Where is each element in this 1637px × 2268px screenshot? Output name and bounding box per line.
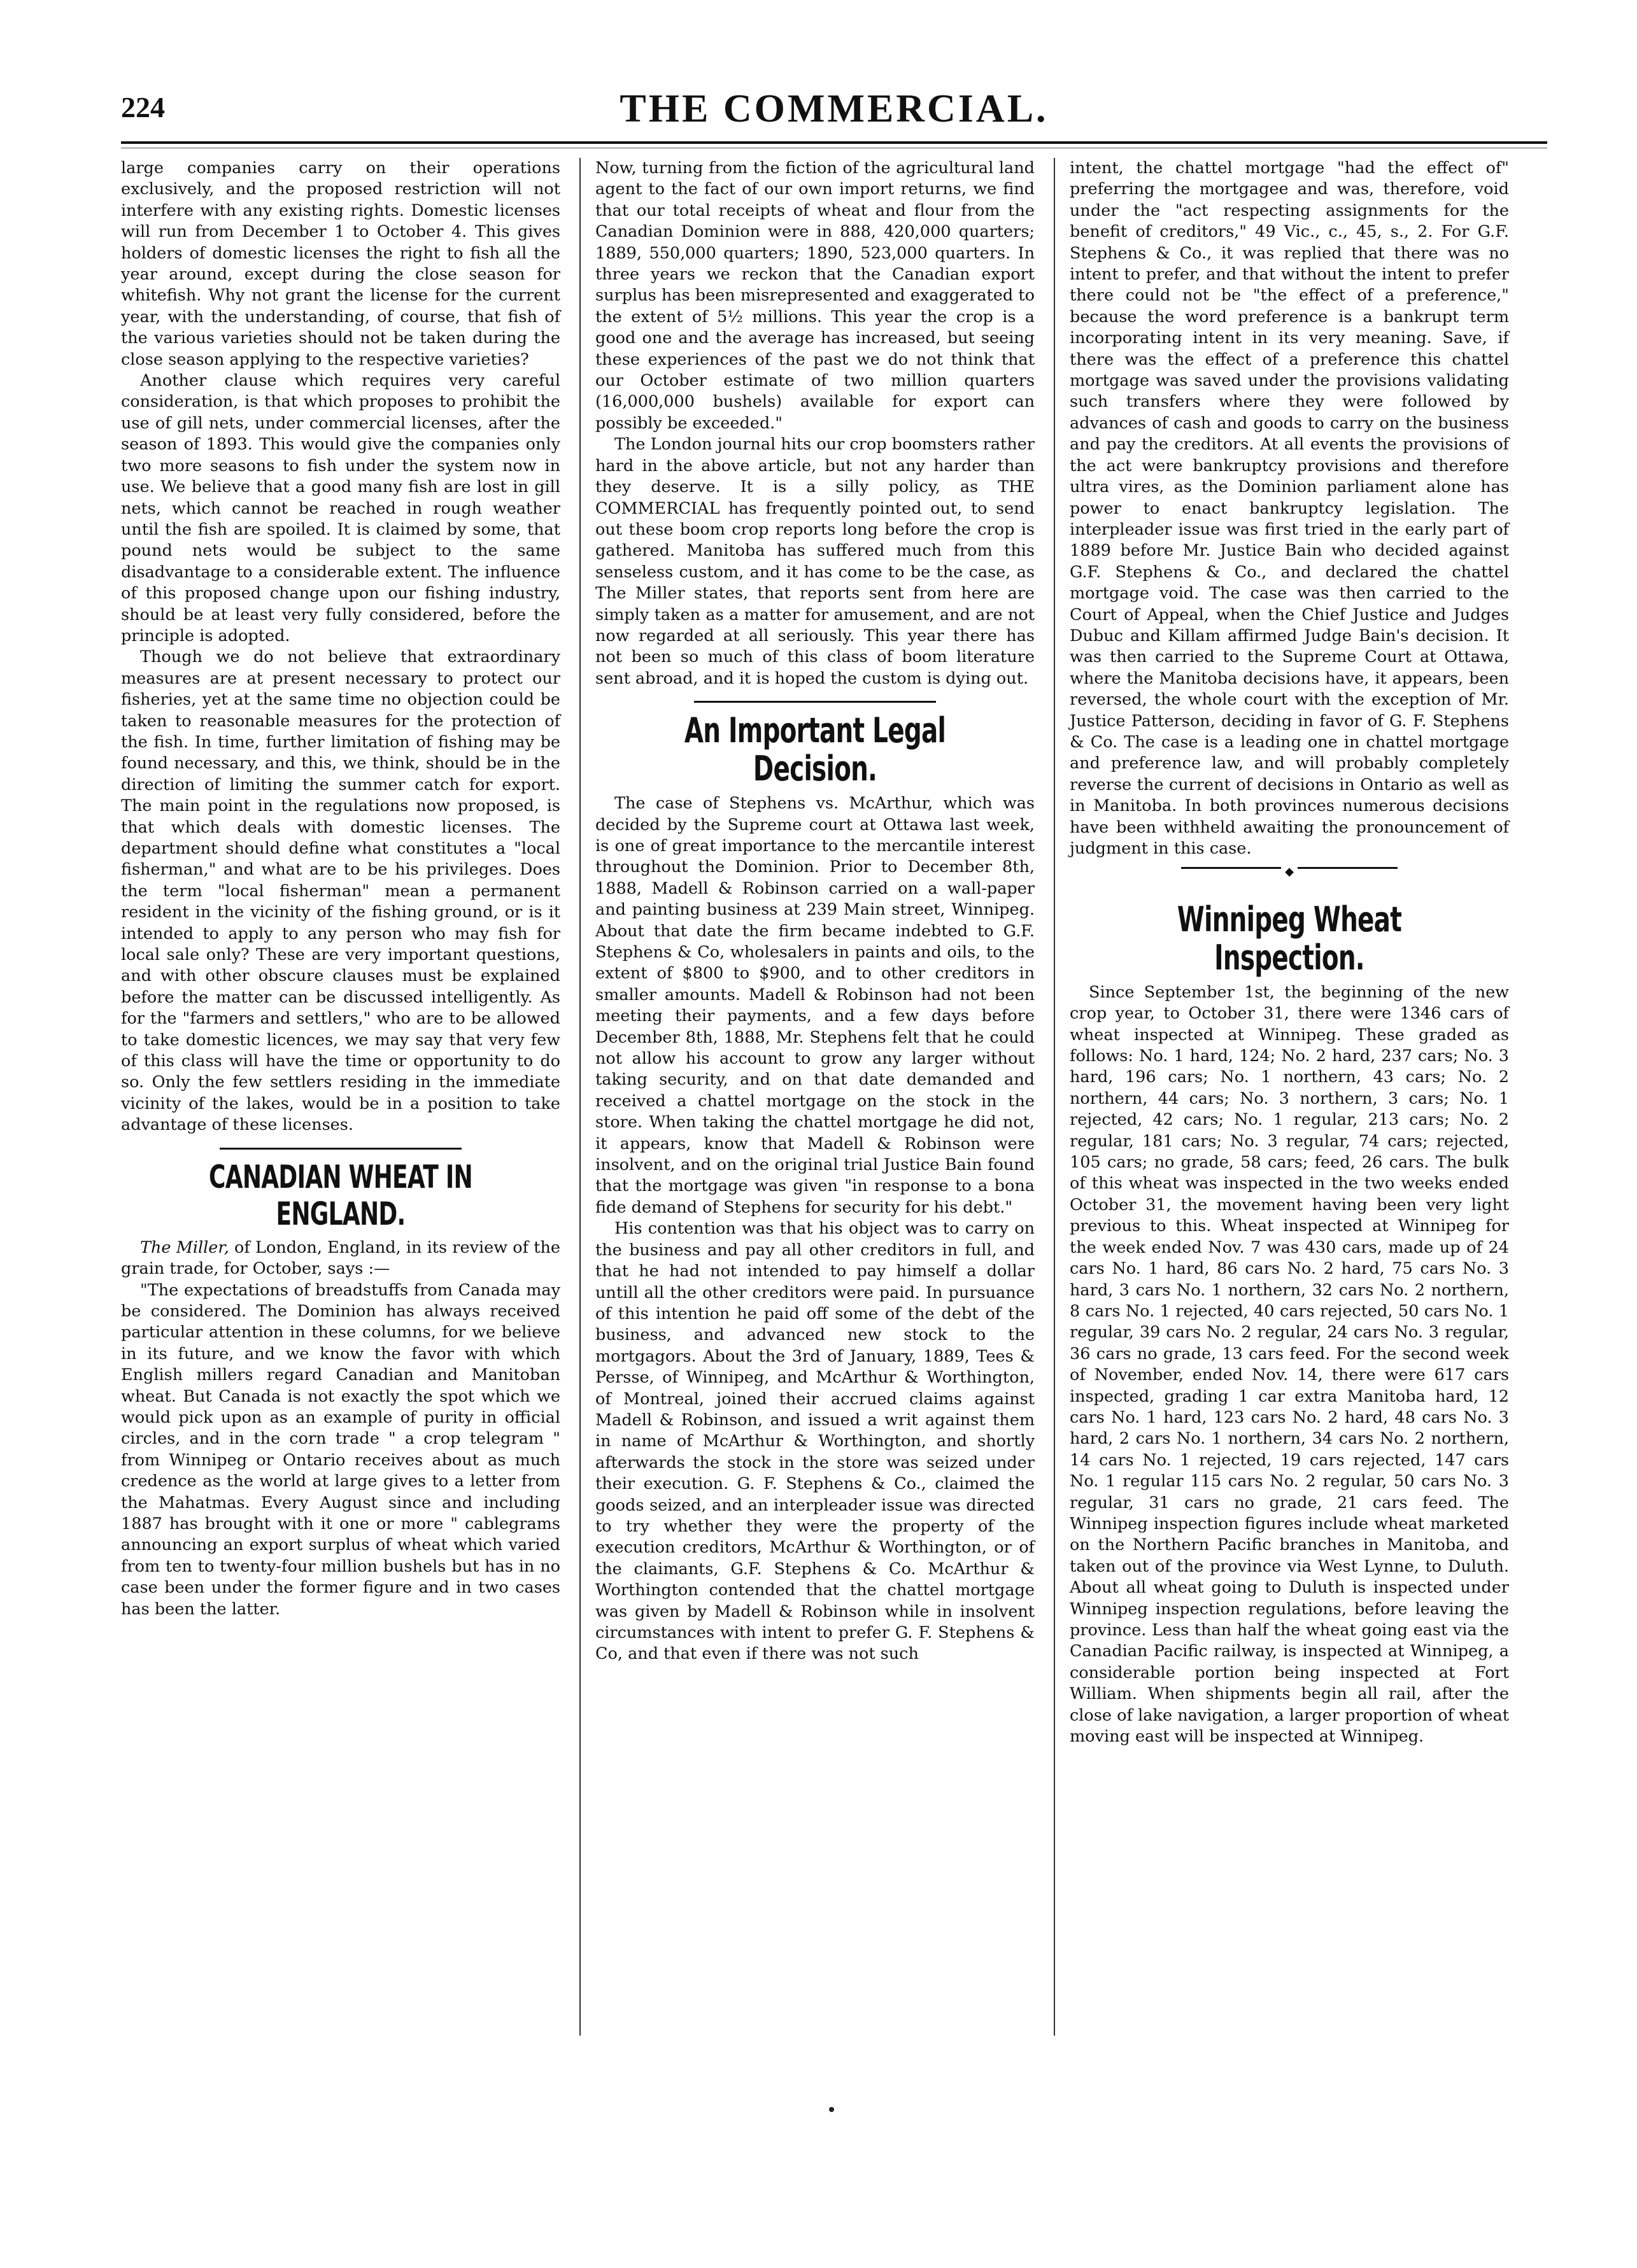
publication-name: The Miller, (140, 1237, 229, 1257)
paragraph: intent, the chattel mortgage "had the effect of" preferring the mortgagee and was, therefore, void under the "act respecting assignments for the benefit of creditors," 49 Vic., c., 45, s., 2. For G.F. Stephens & Co., it was replied that there was no intent to prefer, and that without the intent to prefer there could not be "the effect of a preference," because the word preference is a bankrupt term incorporating intent in its very meaning. Save, if there was the effect of a preference this chattel mortgage was saved under the provisions validating such transfers where they were followed by advances of cash and goods to carry on the business and pay the creditors. At all events the provisions of the act were bankruptcy provisions and therefore ultra vires, as the Dominion parliament alone has power to enact bankruptcy legislation. The interpleader issue was first tried in the early part of 1889 before Mr. Justice Bain who decided against G.F. Stephens & Co., and declared the chattel mortgage void. The case was then carried to the Court of Appeal, when the Chief Justice and Judges Dubuc and Killam affirmed Judge Bain's decision. It was then carried to the Supreme Court at Ottawa, where the Manitoba decisions have, it appears, been reversed, the whole court with the exception of Mr. Justice Patterson, deciding in favor of G. F. Stephens & Co. The case is a leading one in chattel mortgage and preference law, and will probably completely reverse the current of decisions in Ontario as well as in Manitoba. In both provinces numerous decisions have been withheld awaiting the pronouncement of judgment in this case. (1070, 158, 1509, 858)
ornament-rule (1181, 867, 1398, 891)
section-rule (220, 1148, 462, 1150)
column-divider (579, 158, 581, 2036)
paragraph: Since September 1st, the beginning of the new crop year, to October 31, there were 1346 cars of wheat inspected at Winnipeg. These graded as follows: No. 1 hard, 124; No. 2 hard, 237 cars; No. 3 hard, 196 cars; No. 1 northern, 43 cars; No. 2 northern, 44 cars; No. 3 northern, 3 cars; No. 1 rejected, 42 cars; No. 1 regular, 213 cars; No. 2 regular, 181 cars; No. 3 regular, 74 cars; rejected, 105 cars; no grade, 58 cars; feed, 26 cars. The bulk of this wheat was inspected in the two weeks ended October 31, the movement having been very light previous to this. Wheat inspected at Winnipeg for the week ended Nov. 7 was 430 cars, made up of 24 cars No. 1 hard, 86 cars No. 2 hard, 75 cars No. 3 hard, 3 cars No. 1 northern, 32 cars No. 2 northern, 8 cars No. 1 rejected, 40 cars rejected, 50 cars No. 1 regular, 39 cars No. 2 regular, 24 cars No. 3 regular, 36 cars no grade, 13 cars feed. For the second week of November, ended Nov. 14, there were 617 cars inspected, grading 1 car extra Manitoba hard, 12 cars No. 1 hard, 123 cars No. 2 hard, 48 cars No. 3 hard, 2 cars No. 1 northern, 34 cars No. 2 northern, 14 cars No. 1 rejected, 19 cars rejected, 147 cars No. 1 regular 115 cars No. 2 regular, 50 cars No. 3 regular, 31 cars no grade, 21 cars feed. The Winnipeg inspection figures include wheat marketed on the Northern Pacific branches in Manitoba, and taken out of the province via West Lynne, to Duluth. About all wheat going to Duluth is inspected under Winnipeg inspection regulations, before leaving the province. Less than half the wheat going east via the Canadian Pacific railway, is inspected at Winnipeg, a considerable portion being inspected at Fort William. When shipments begin all rail, after the close of lake navigation, a larger proportion of wheat moving east will be inspected at Winnipeg. (1070, 982, 1509, 1747)
footer-dot (829, 2107, 834, 2112)
ornament-icon: ◆ (1281, 861, 1298, 882)
header-rule (121, 141, 1547, 144)
column-3 (1070, 158, 1509, 1747)
page-header (121, 87, 1547, 144)
paragraph: large companies carry on their operations exclusively, and the proposed restriction will not interfere with any existing rights. Domestic licenses will run from December 1 to October 4. This gives holders of domestic licenses the right to fish all the year around, except during the close season for whitefish. Why not grant the license for the current year, with the understanding, of course, that fish of the various varieties should not be taken during the close season applying to the respective varieties? (121, 158, 560, 369)
article-heading-wheat-inspection: Winnipeg Wheat Inspection. (1177, 899, 1402, 978)
paragraph: The case of Stephens vs. McArthur, which was decided by the Supreme court at Ottawa last week, is one of great importance to the mercantile interest throughout the Dominion. Prior to December 8th, 1888, Madell & Robinson carried on a wall-paper and painting business at 239 Main street, Winnipeg. About that date the firm became indebted to G.F. Stephens & Co, wholesalers in paints and oils, to the extent of $800 to $900, and to other creditors in smaller amounts. Madell & Robinson had not been meeting their payments, and a few days before December 8th, 1888, Mr. Stephens felt that he could not allow his account to grow any larger without taking security, and on that date demanded and received a chattel mortgage on the stock in the store. When taking the chattel mortgage he did not, it appears, know that Madell & Robinson were insolvent, and on the original trial Justice Bain found that the mortgage was given "in response to a bona fide demand of Stephens for security for his debt." (595, 794, 1035, 1217)
section-rule (694, 701, 936, 703)
column-1 (121, 158, 560, 1620)
paragraph: "The expectations of breadstuffs from Canada may be considered. The Dominion has always received particular attention in these columns, for we believe in its future, and we know the favor with which English millers regard Canadian and Manitoban wheat. But Canada is not exactly the spot which we would pick upon as an example of purity in official circles, and in the corn trade " a crop telegram " from Winnipeg or Ontario receives about as much credence as the world at large gives to a letter from the Mahatmas. Every August since and including 1887 has brought with it one or more " cablegrams announcing an export surplus of wheat which varied from ten to twenty-four million bushels but has in no case been under the former figure and in two cases has been the latter. (121, 1280, 560, 1619)
paragraph: The London journal hits our crop boomsters rather hard in the above article, but not any harder than they deserve. It is a silly policy, as THE COMMERCIAL has frequently pointed out, to send out these boom crop reports long before the crop is gathered. Manitoba has suffered much from this senseless custom, and it has come to be the case, as The Miller states, that reports sent from here are simply taken as a matter for amusement, and are not now regarded at all seriously. This year there has not been so much of this class of boom literature sent abroad, and it is hoped the custom is dying out. (595, 435, 1035, 688)
column-2 (595, 158, 1035, 1665)
paragraph (121, 1237, 560, 1280)
article-heading-canadian-wheat: CANADIAN WHEAT IN ENGLAND. (209, 1158, 472, 1232)
paragraph-text: of London, England, in its review of the grain trade, for October, says :— (121, 1237, 560, 1279)
paragraph: His contention was that his object was to carry on the business and pay all other creditors in full, and that he had not intended to pay himself a dollar untill all the other creditors were paid. In pursuance of this intention he paid off some of the debt of the business, and advanced new stock to the mortgagors. About the 3rd of January, 1889, Tees & Persse, of Winnipeg, and McArthur & Worthington, of Montreal, joined their accrued claims against Madell & Robinson, and issued a writ against them in name of McArthur & Worthington, and shortly afterwards the stock in the store was seized under their execution. G. F. Stephens & Co., claimed the goods seized, and an interpleader issue was directed to try whether they were the property of the execution creditors, McArthur & Worthington, or of the claimants, G.F. Stephens & Co. McArthur & Worthington contended that the chattel mortgage was given by Madell & Robinson while in insolvent circumstances with intent to prefer G. F. Stephens & Co, and that even if there was not such (595, 1219, 1035, 1664)
article-heading-legal-decision: An Important Legal Decision. (684, 710, 946, 789)
page-number: 224 (121, 91, 165, 123)
paragraph: Though we do not believe that extraordinary measures are at present necessary to protect our fisheries, yet at the same time no objection could be taken to reasonable measures for the protection of the fish. In time, further limitation of fishing may be found necessary, and this, we think, should be in the direction of limiting the summer catch for export. The main point in the regulations now proposed, is that which deals with domestic licenses. The department should define what constitutes a "local fisherman," and what are to be his privileges. Does the term "local fisherman" mean a permanent resident in the vicinity of the fishing ground, or is it intended to apply to any person who may fish for local sale only? These are very important questions, and with other obscure clauses must be explained before the matter can be discussed intelligently. As for the "farmers and settlers," who are to be allowed to take domestic licences, we may say that very few of this class will have the time or opportunity to do so. Only the few settlers residing in the immediate vicinity of the lakes, would be in a position to take advantage of these licenses. (121, 647, 560, 1135)
paragraph: Now, turning from the fiction of the agricultural land agent to the fact of our own import returns, we find that our total receipts of wheat and flour from the Canadian Dominion were in 888, 420,000 quarters; 1889, 550,000 quarters; 1890, 523,000 quarters. In three years we reckon that the Canadian export surplus has been misrepresented and exaggerated to the extent of 5½ millions. This year the crop is a good one and the average has increased, but seeing these experiences of the past we do not think that our October estimate of two million quarters (16,000,000 bushels) available for export can possibly be exceeded." (595, 158, 1035, 433)
column-divider (1054, 158, 1055, 2036)
paragraph: Another clause which requires very careful consideration, is that which proposes to prohibit the use of gill nets, under commercial licenses, after the season of 1893. This would give the companies only two more seasons to fish under the system now in use. We believe that a good many fish are lost in gill nets, which cannot be reached in rough weather until the fish are spoiled. It is claimed by some, that pound nets would be subject to the same disadvantage to a considerable extent. The influence of this proposed change upon our fishing industry, should be at least very fully considered, before the principle is adopted. (121, 371, 560, 645)
masthead-title: THE COMMERCIAL. (620, 87, 1049, 130)
